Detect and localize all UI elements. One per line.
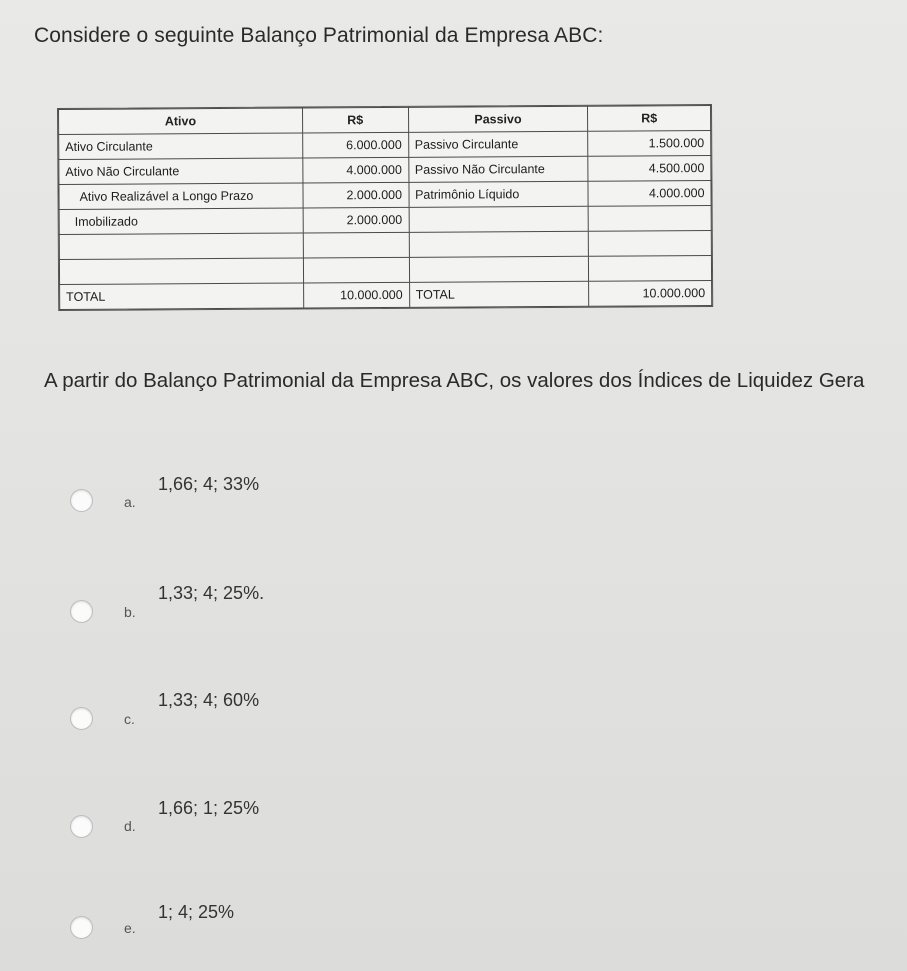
table-cell (303, 232, 409, 258)
table-cell (589, 256, 712, 282)
table-cell: 4.500.000 (588, 156, 711, 182)
table-cell (409, 206, 589, 232)
table-cell: 2.000.000 (303, 182, 409, 208)
option-text: 1,33; 4; 25%. (158, 583, 265, 603)
table-cell: Ativo Realizável a Longo Prazo (59, 183, 303, 209)
option-letter: d. (124, 818, 136, 834)
header-rs-passivo: R$ (588, 106, 711, 132)
table-cell (409, 231, 589, 257)
option-letter: e. (124, 920, 136, 936)
balance-sheet-table (57, 104, 713, 311)
question-intro: Considere o seguinte Balanço Patrimonial da Empresa ABC: (34, 24, 604, 47)
table-cell (588, 206, 711, 232)
option-a[interactable] (0, 470, 907, 530)
option-text: 1,66; 4; 33% (158, 474, 260, 494)
header-passivo: Passivo (408, 106, 588, 132)
radio-button-b[interactable] (70, 600, 93, 623)
option-c[interactable] (0, 688, 907, 748)
table-cell: TOTAL (60, 283, 304, 309)
table-cell: 4.000.000 (303, 157, 409, 183)
option-e[interactable] (0, 900, 907, 960)
table-cell (589, 231, 712, 257)
table-cell (59, 233, 303, 259)
table-cell (59, 258, 303, 284)
table-cell: 6.000.000 (302, 132, 408, 158)
table-cell: 2.000.000 (303, 207, 409, 233)
header-rs-ativo: R$ (302, 107, 408, 133)
header-ativo: Ativo (59, 108, 303, 134)
table-cell: Ativo Não Circulante (59, 158, 303, 184)
table-cell: 10.000.000 (303, 282, 409, 308)
option-text: 1; 4; 25% (158, 902, 235, 922)
table-cell: Patrimônio Líquido (408, 181, 588, 207)
radio-button-a[interactable] (70, 489, 93, 512)
table-cell: Ativo Circulante (59, 133, 303, 159)
table-cell: Imobilizado (59, 208, 303, 234)
table-total-row (60, 281, 712, 310)
option-letter: b. (124, 604, 136, 620)
table-cell (303, 257, 409, 283)
option-b[interactable] (0, 580, 907, 640)
option-d[interactable] (0, 796, 907, 856)
radio-button-c[interactable] (70, 707, 93, 730)
table-cell: Passivo Não Circulante (408, 156, 588, 182)
table-cell: 4.000.000 (588, 181, 711, 207)
option-text: 1,66; 1; 25% (158, 798, 260, 818)
option-letter: a. (124, 494, 136, 510)
table-cell: TOTAL (409, 281, 589, 307)
table-cell (409, 256, 589, 282)
radio-button-e[interactable] (70, 916, 93, 939)
table-cell: Passivo Circulante (408, 131, 588, 157)
table-cell: 10.000.000 (589, 281, 712, 307)
option-letter: c. (124, 711, 135, 727)
table-cell: 1.500.000 (588, 131, 711, 157)
question-text: A partir do Balanço Patrimonial da Empresa ABC, os valores dos Índices de Liquidez Gera (44, 369, 865, 392)
option-text: 1,33; 4; 60% (158, 690, 260, 710)
radio-button-d[interactable] (70, 815, 93, 838)
